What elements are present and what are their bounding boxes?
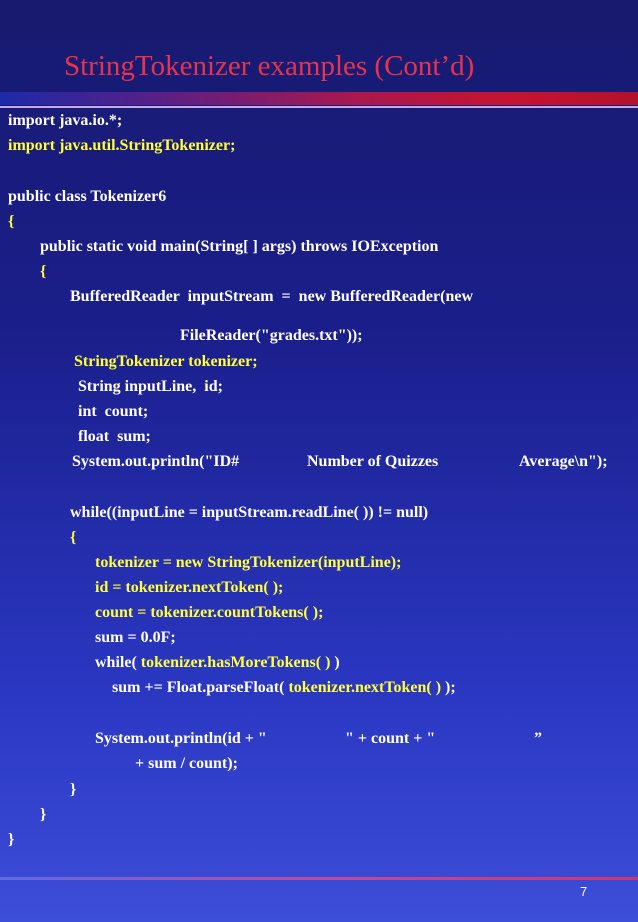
- code-line: tokenizer = new StringTokenizer(inputLine);: [95, 554, 402, 571]
- code-fragment-highlight: tokenizer.nextToken( ): [288, 679, 442, 696]
- code-line: }: [70, 781, 77, 798]
- code-line: int count;: [78, 403, 149, 420]
- code-line-segment: " + count + ": [345, 730, 436, 747]
- code-line: }: [40, 806, 47, 823]
- code-fragment: sum += Float.parseFloat(: [112, 679, 289, 696]
- code-line: {: [70, 529, 77, 546]
- code-fragment: );: [441, 679, 456, 696]
- code-line: import java.io.*;: [8, 112, 123, 129]
- code-line: while((inputLine = inputStream.readLine( )) != null): [70, 504, 429, 521]
- code-line: count = tokenizer.countTokens( );: [95, 604, 324, 621]
- code-line: StringTokenizer tokenizer;: [74, 353, 258, 370]
- code-fragment: while(: [95, 654, 141, 671]
- title-underline-bar: [0, 92, 638, 105]
- slide-title: StringTokenizer examples (Cont’d): [64, 50, 475, 82]
- code-line: import java.util.StringTokenizer;: [8, 137, 236, 154]
- title-underline-rule: [0, 106, 638, 108]
- code-line: BufferedReader inputStream = new BufferedReader(new: [70, 288, 473, 305]
- code-line: public static void main(String[ ] args) throws IOException: [40, 238, 439, 255]
- code-line: FileReader("grades.txt"));: [180, 327, 363, 344]
- code-line: String inputLine, id;: [78, 378, 223, 395]
- code-fragment-highlight: tokenizer.hasMoreTokens( ): [140, 654, 331, 671]
- code-line: + sum / count);: [135, 755, 238, 772]
- code-line: {: [40, 263, 47, 280]
- code-line: }: [8, 831, 15, 848]
- footer-rule: [0, 877, 638, 880]
- code-line-segment: System.out.println("ID#: [72, 453, 240, 470]
- code-line-segment: System.out.println(id + ": [95, 730, 267, 747]
- code-line: id = tokenizer.nextToken( );: [95, 579, 284, 596]
- page-number: 7: [580, 884, 588, 899]
- code-fragment: ): [330, 654, 340, 671]
- code-line-segment: Average\n");: [519, 453, 608, 470]
- code-line: sum = 0.0F;: [95, 629, 176, 646]
- code-line-segment: Number of Quizzes: [307, 453, 439, 470]
- code-line-segment: ”: [534, 730, 542, 747]
- code-line: [95, 654, 340, 672]
- code-line: [112, 679, 456, 697]
- code-line: float sum;: [78, 428, 151, 445]
- code-line: public class Tokenizer6: [8, 188, 167, 205]
- code-line: {: [8, 213, 15, 230]
